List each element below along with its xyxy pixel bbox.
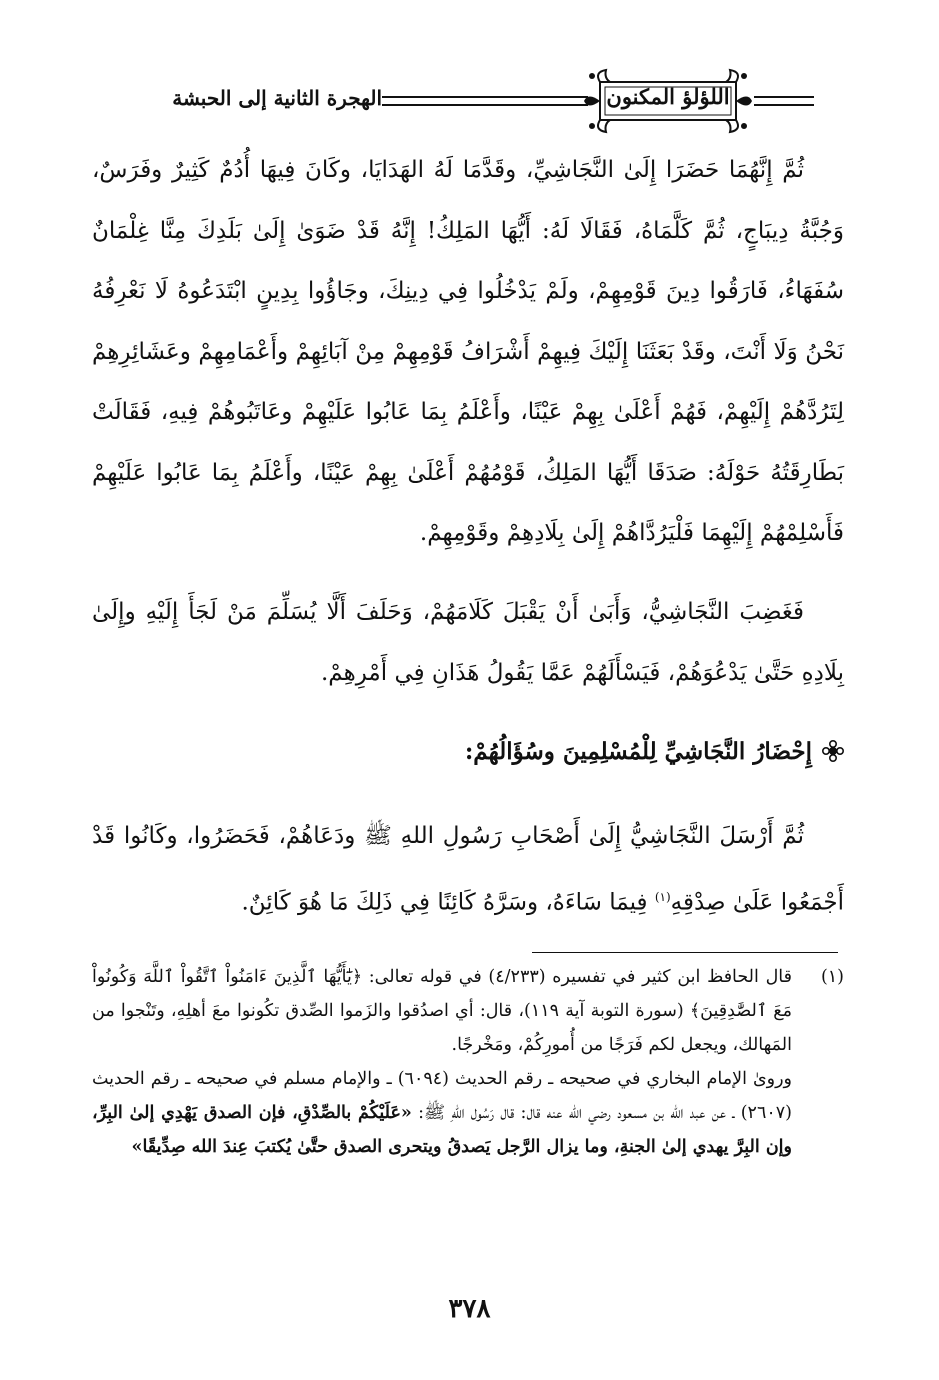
page-header: [92, 62, 852, 138]
section-heading-text: إِحْضَارُ النَّجَاشِيِّ لِلْمُسْلِمِينَ وسُؤَالُهُمْ:: [464, 738, 812, 765]
page-number: ٣٧٨: [448, 1294, 491, 1324]
footnote-citation: وروىٰ الإمام البخاري في صحيحه ـ رقم الحديث (٦٠٩٤) ـ والإمام مسلم في صحيحه ـ رقم الحديث (٢٦٠٧) ـ عن عبد الله بن مسعود رضي الله عنه قال: قال رَسُول اللهِ ﷺ:: [92, 1069, 792, 1123]
book-title-ornament: [580, 62, 756, 138]
footnote-text: [92, 1062, 792, 1164]
section-heading: [92, 722, 844, 782]
paragraph-text-end: فِيمَا سَاءَهُ، وسَرَّهُ كَائِنًا فِي ذَلِكَ مَا هُوَ كَائِنٌ.: [241, 889, 655, 916]
footnote-text: قال الحافظ ابن كثير في تفسيره (٤/٢٣٣) في قوله تعالى: ﴿يَٰٓأَيُّهَا ٱلَّذِينَ ءَامَنُواْ ٱتَّقُواْ ٱللَّهَ وَكُونُواْ مَعَ ٱلصَّٰدِقِينَ﴾ (سورة التوبة آية ١١٩)، قال: أي اصدُقوا والزَموا الصِّدق تكُونوا معَ أهلِهِ، وتَنْجوا من المَهالك، ويجعل لكم فَرَجًا من أُمورِكُمْ، ومَخْرجًا.: [92, 967, 792, 1055]
footnote-number: (١): [820, 967, 844, 987]
footnote-separator: [532, 952, 838, 953]
paragraph-text: ثُمَّ أَرْسَلَ النَّجَاشِيُّ إِلَىٰ أَصْحَابِ رَسُولِ اللهِ ﷺ ودَعَاهُمْ، فَحَضَرُوا، وكَانُوا قَدْ أَجْمَعُوا عَلَىٰ صِدْقِهِ: [92, 823, 844, 916]
paragraph: [92, 806, 844, 933]
footnote-reference[interactable]: (١): [654, 889, 671, 904]
paragraph-text: فَغَضِبَ النَّجَاشِيُّ، وَأَبَىٰ أَنْ يَقْبَلَ كَلَامَهُمْ، وَحَلَفَ أَلَّا يُسَلِّمَ مَنْ لَجَأَ إِلَيْهِ وإِلَىٰ بِلَادِهِ حَتَّىٰ يَدْعُوَهُمْ، فَيَسْأَلَهُمْ عَمَّا يَقُولُ هَذَانِ فِي أَمْرِهِمْ.: [92, 599, 844, 686]
paragraph: [92, 582, 844, 703]
hadith-quote: «عَلَيْكُمْ بالصِّدْقِ، فإن الصدق يَهْدِي إلىٰ البِرِّ، وإن البِرَّ يهدي إلىٰ الجنةِ، وما يزال الرَّجل يَصدقُ ويتحرى الصدق حتَّىٰ يُكتبَ عِندَ الله صِدِّيقًا»: [92, 1103, 792, 1157]
paragraph: [92, 140, 844, 564]
book-title: اللؤلؤ المكنون: [606, 84, 730, 109]
chapter-title: الهجرة الثانية إلى الحبشة: [172, 86, 382, 110]
header-rule-left: [382, 96, 588, 106]
flower-ornament-icon: [822, 740, 844, 762]
footnote: [92, 960, 844, 1164]
paragraph-text: ثُمَّ إِنَّهُمَا حَضَرَا إِلَىٰ النَّجَاشِيِّ، وقَدَّمَا لَهُ الهَدَايَا، وكَانَ فِيهَا أُدُمٌ كَثِيرٌ وفَرَسٌ، وَجُبَّةُ دِيبَاجٍ، ثُمَّ كَلَّمَاهُ، فَقَالَا لَهُ: أَيُّهَا المَلِكُ! إِنَّهُ قَدْ ضَوَىٰ إِلَىٰ بَلَدِكَ مِنَّا غِلْمَانٌ سُفَهَاءُ، فَارَقُوا دِينَ قَوْمِهِمْ، ولَمْ يَدْخُلُوا فِي دِينِكَ، وجَاؤُوا بِدِينٍ ابْتَدَعُوهُ لَا نَعْرِفُهُ نَحْنُ وَلَا أَنْتَ، وقَدْ بَعَثَنَا إِلَيْكَ فِيهِمْ أَشْرَافُ قَوْمِهِمْ مِنْ آبَائِهِمْ وأَعْمَامِهِمْ وعَشَائِرِهِمْ لِتَرُدَّهُمْ إِلَيْهِمْ، فَهُمْ أَعْلَىٰ بِهِمْ عَيْنًا، وأَعْلَمُ بِمَا عَابُوا عَلَيْهِمْ وعَاتَبُوهُمْ فِيهِ، فَقَالَتْ بَطَارِقَتُهُ حَوْلَهُ: صَدَقَا أَيُّهَا المَلِكُ، قَوْمُهُمْ أَعْلَىٰ بِهِمْ عَيْنًا، وأَعْلَمُ بِمَا عَابُوا عَلَيْهِمْ فَأَسْلِمْهُمْ إِلَيْهِمَا فَلْيَرُدَّاهُمْ إِلَىٰ بِلَادِهِمْ وقَوْمِهِمْ.: [92, 157, 844, 546]
footnote-body: [92, 960, 792, 1164]
header-rule-right: [754, 96, 814, 106]
